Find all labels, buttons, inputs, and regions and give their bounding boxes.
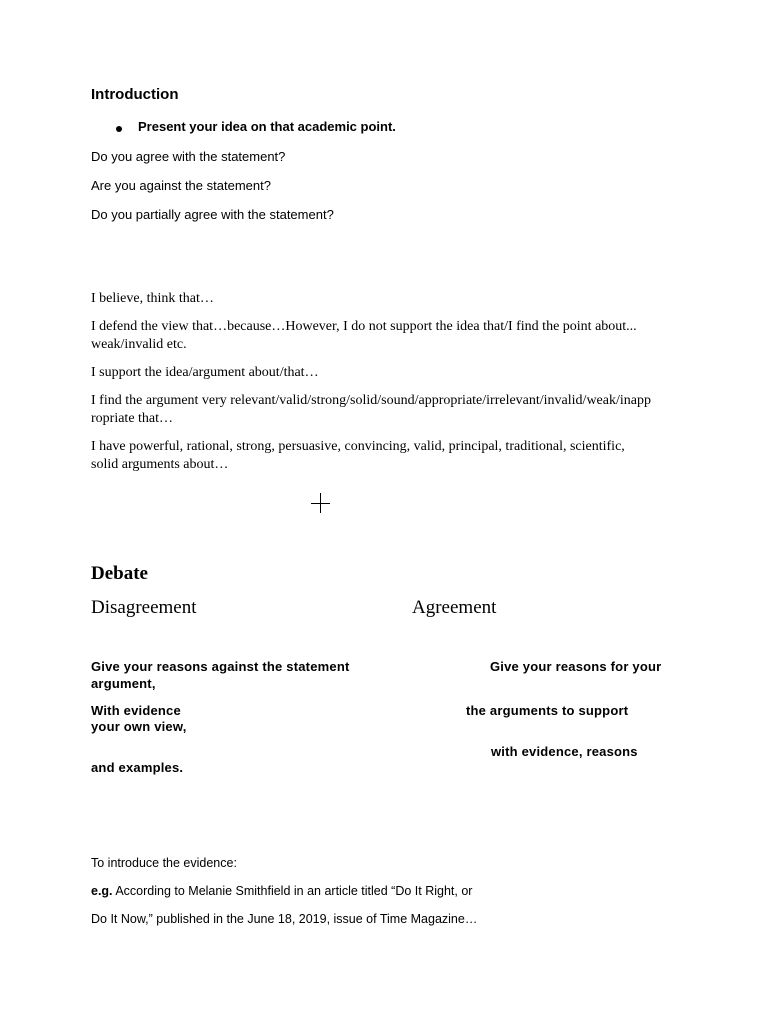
eg-text: According to Melanie Smithfield in an article titled “Do It Right, or	[112, 884, 473, 898]
debate-line-6-left: and examples.	[91, 760, 184, 775]
phrase-support: I support the idea/argument about/that…	[91, 365, 319, 380]
debate-line-1-right: Give your reasons for your	[490, 659, 662, 674]
disagreement-heading: Disagreement	[91, 597, 197, 618]
evidence-example-cont: Do It Now,” published in the June 18, 2019, issue of Time Magazine…	[91, 912, 478, 926]
phrase-defend: I defend the view that…because…However, I do not support the idea that/I find the point about... weak/invalid etc.	[91, 319, 637, 352]
introduction-heading: Introduction	[91, 86, 179, 103]
phrase-believe: I believe, think that…	[91, 291, 214, 306]
eg-label: e.g.	[91, 884, 113, 898]
debate-line-1-left: Give your reasons against the statement	[91, 659, 350, 674]
phrase-have: I have powerful, rational, strong, persuasive, convincing, valid, principal, traditional, scientific, solid arguments about…	[91, 439, 625, 472]
debate-line-2-left: argument,	[91, 676, 156, 691]
agreement-heading: Agreement	[412, 597, 497, 618]
debate-title: Debate	[91, 563, 148, 584]
debate-line-3-right: the arguments to support	[466, 703, 629, 718]
debate-line-4-left: your own view,	[91, 719, 187, 734]
debate-line-5-right: with evidence, reasons	[491, 744, 638, 759]
phrase-find: I find the argument very relevant/valid/strong/solid/sound/appropriate/irrelevant/invalid/weak/inappropriate that…	[91, 393, 651, 426]
evidence-intro: To introduce the evidence:	[91, 856, 237, 870]
question-partially: Do you partially agree with the statement?	[91, 207, 334, 222]
question-against: Are you against the statement?	[91, 178, 271, 193]
debate-line-3-left: With evidence	[91, 703, 181, 718]
bullet-text: Present your idea on that academic point.	[138, 119, 396, 134]
bullet-icon	[116, 126, 122, 132]
evidence-example	[91, 884, 472, 898]
question-agree: Do you agree with the statement?	[91, 149, 286, 164]
